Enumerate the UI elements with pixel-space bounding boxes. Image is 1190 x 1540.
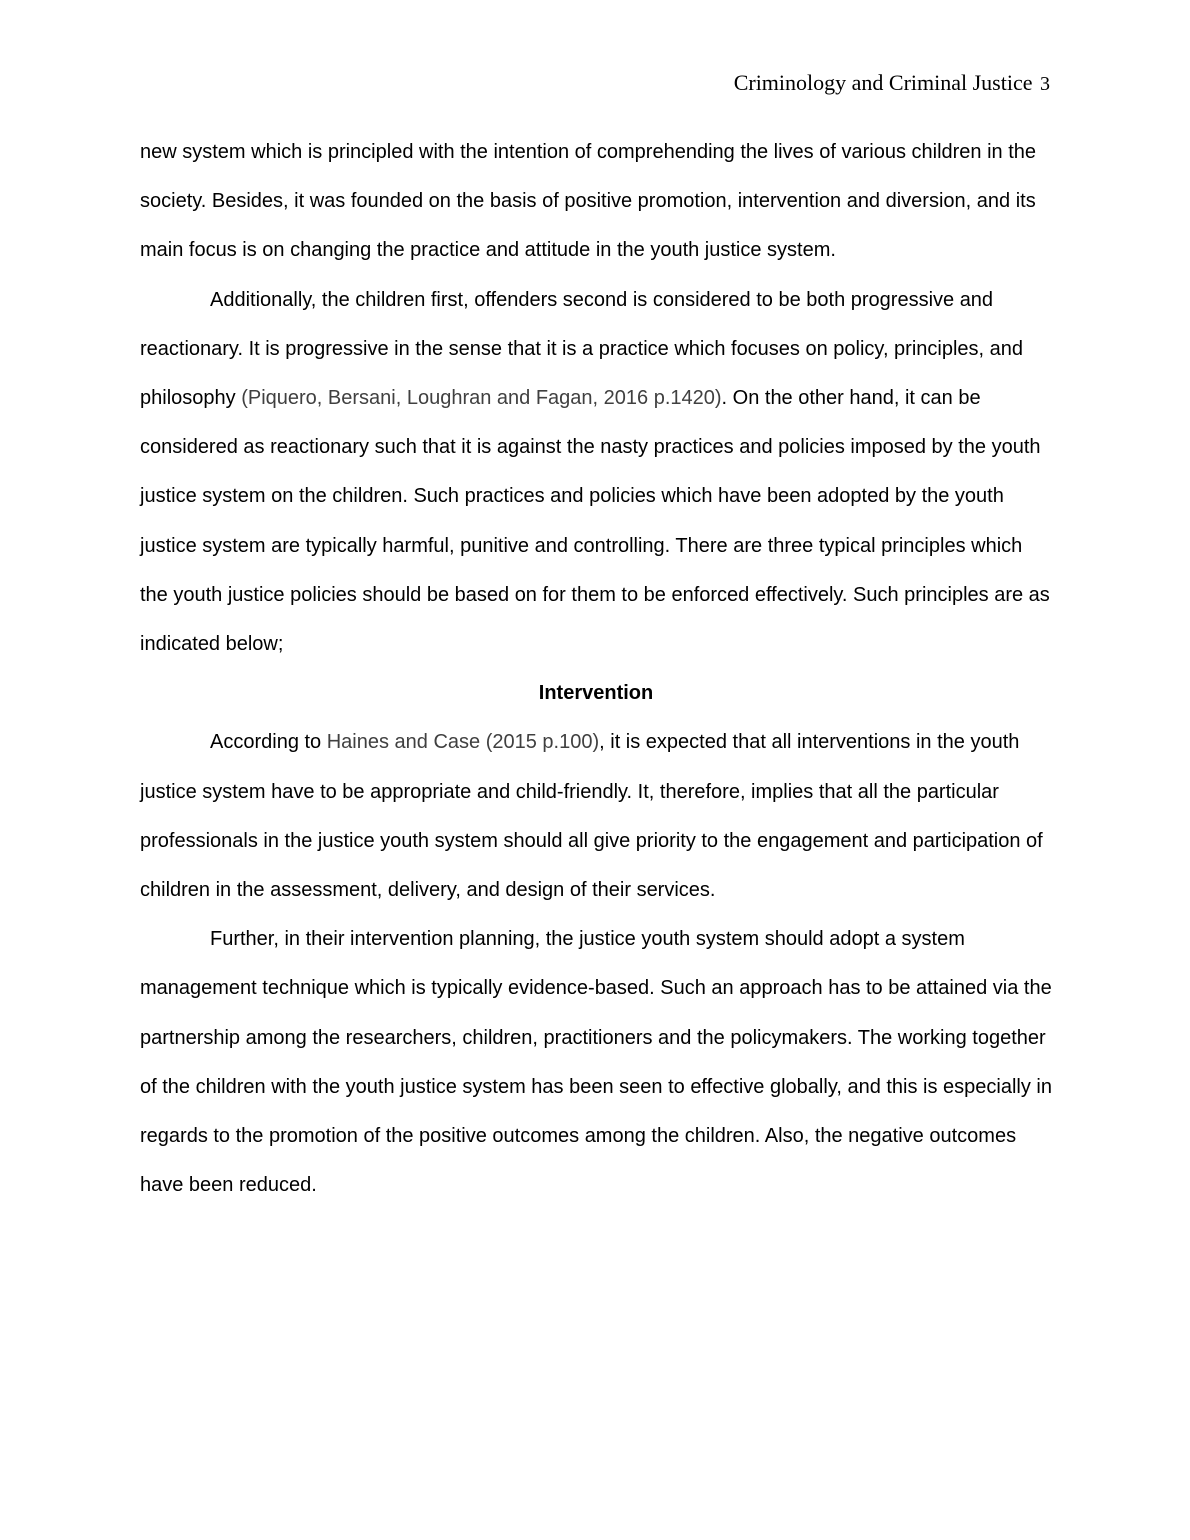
paragraph-interventions (140, 718, 1052, 915)
citation-haines-case: Haines and Case (2015 p.100) (326, 731, 600, 754)
running-head-title: Criminology and Criminal Justice (733, 70, 1033, 95)
paragraph-text: Additionally, the children first, offenders second is considered to be both progressive and reactionary. It is progressive in the sense that it is a practice which focuses on policy, principles, and philosophy (140, 288, 1024, 410)
section-heading: Intervention (538, 682, 654, 705)
document-body (140, 128, 1052, 1210)
paragraph-progressive-reactionary (140, 276, 1052, 670)
paragraph-text: , it is expected that all interventions in the youth justice system have to be appropriate and child-friendly. It, therefore, implies that all the particular professionals in the justice youth system should all give priority to the engagement and participation of children in the assessment, delivery, and design of their services. (140, 731, 1043, 902)
paragraph-text: new system which is principled with the intention of comprehending the lives of various children in the society. Besides, it was founded on the basis of positive promotion, intervention and diversion, and its main focus is on changing the practice and attitude in the youth justice system. (140, 141, 1037, 262)
paragraph-planning (140, 915, 1052, 1210)
citation-piquero: (Piquero, Bersani, Loughran and Fagan, 2016 p.1420) (241, 387, 722, 410)
paragraph-text: According to (210, 731, 327, 754)
paragraph-text: . On the other hand, it can be considered as reactionary such that it is against the nasty practices and policies imposed by the youth justice system on the children. Such practices and policies which have been adopted by the youth justice system are typically harmful, punitive and controlling. There are three typical principles which the youth justice policies should be based on for them to be enforced effectively. Such principles are as indicated below; (140, 387, 1050, 656)
page-number: 3 (1040, 73, 1050, 95)
running-head (734, 70, 1050, 96)
paragraph-text: Further, in their intervention planning, the justice youth system should adopt a system management technique which is typically evidence-based. Such an approach has to be attained via the partnership among the researchers, children, practitioners and the policymakers. The working together of the children with the youth justice system has been seen to effective globally, and this is especially in regards to the promotion of the positive outcomes among the children. Also, the negative outcomes have been reduced. (140, 928, 1052, 1197)
paragraph-continuation (140, 128, 1052, 276)
